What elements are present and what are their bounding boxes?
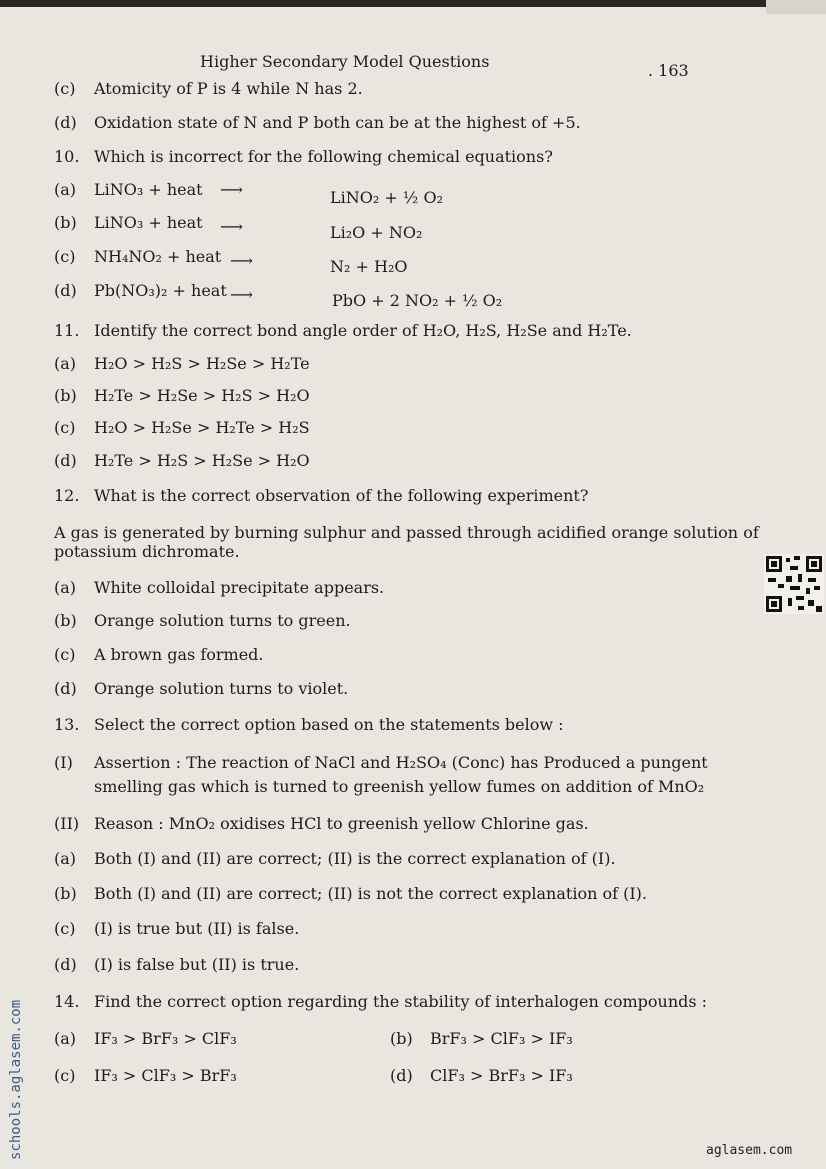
- q12-stem: [54, 486, 588, 506]
- option-label: (b): [54, 213, 77, 232]
- running-header: Higher Secondary Model Questions: [200, 52, 490, 71]
- option-label: (a): [54, 1029, 77, 1048]
- reason-text: Reason : MnO₂ oxidises HCl to greenish yellow Chlorine gas.: [94, 814, 589, 833]
- question-number: 13.: [54, 715, 80, 734]
- q10-option-d: [54, 281, 227, 301]
- question-number: 14.: [54, 992, 80, 1011]
- q10-option-b: [54, 213, 203, 233]
- equation-rhs: LiNO₂ + ½ O₂: [330, 188, 443, 207]
- reaction-arrow: ⟶: [220, 180, 243, 199]
- question-number: 11.: [54, 321, 80, 340]
- q14-option-b: [390, 1029, 573, 1049]
- q11-stem: [54, 321, 632, 341]
- option-label: (c): [54, 919, 76, 938]
- reaction-arrow: ⟶: [220, 217, 243, 236]
- option-label: (d): [54, 113, 77, 132]
- q14-option-c: [54, 1066, 237, 1086]
- q13-stem: [54, 715, 564, 735]
- option-text: H₂O > H₂S > H₂Se > H₂Te: [94, 354, 310, 373]
- option-text: Orange solution turns to green.: [94, 611, 351, 630]
- option-label: (a): [54, 849, 77, 868]
- equation-rhs: N₂ + H₂O: [330, 257, 408, 276]
- option-text: Orange solution turns to violet.: [94, 679, 349, 698]
- question-number: 10.: [54, 147, 80, 166]
- watermark-footer: aglasem.com: [706, 1143, 793, 1158]
- q12-option-d: [54, 679, 348, 699]
- q12-option-a: [54, 578, 384, 598]
- q14-option-a: [54, 1029, 237, 1049]
- option-label: (c): [54, 645, 76, 664]
- option-label: (d): [390, 1066, 413, 1085]
- option-label: (d): [54, 451, 77, 470]
- question-number: 12.: [54, 486, 80, 505]
- q13-option-c: [54, 919, 299, 939]
- q10-stem: [54, 147, 553, 167]
- q13-option-a: [54, 849, 616, 869]
- q13-reason: [54, 814, 589, 834]
- option-label: (c): [54, 79, 76, 98]
- statement-label: (II): [54, 814, 80, 833]
- q9-option-d: [54, 113, 581, 133]
- assertion-text: Assertion : The reaction of NaCl and H₂SO₄ (Conc) has Produced a pungent: [94, 753, 708, 772]
- equation-lhs: NH₄NO₂ + heat: [94, 247, 222, 266]
- q9-option-c: [54, 79, 363, 99]
- option-label: (b): [54, 386, 77, 405]
- option-text: IF₃ > ClF₃ > BrF₃: [94, 1066, 237, 1085]
- option-label: (d): [54, 679, 77, 698]
- option-label: (d): [54, 955, 77, 974]
- equation-lhs: Pb(NO₃)₂ + heat: [94, 281, 227, 300]
- option-text: H₂Te > H₂Se > H₂S > H₂O: [94, 386, 310, 405]
- option-label: (b): [54, 611, 77, 630]
- option-label: (b): [54, 884, 77, 903]
- option-label: (b): [390, 1029, 413, 1048]
- option-label: (a): [54, 354, 77, 373]
- q11-option-a: [54, 354, 310, 374]
- equation-rhs: PbO + 2 NO₂ + ½ O₂: [332, 291, 503, 310]
- option-label: (c): [54, 418, 76, 437]
- option-text: White colloidal precipitate appears.: [94, 578, 385, 597]
- option-text: (I) is false but (II) is true.: [94, 955, 300, 974]
- q12-experiment-line-2: potassium dichromate.: [54, 542, 240, 561]
- option-label: (c): [54, 247, 76, 266]
- q12-option-b: [54, 611, 351, 631]
- q12-option-c: [54, 645, 264, 665]
- option-text: Oxidation state of N and P both can be at the highest of +5.: [94, 113, 581, 132]
- watermark-vertical: schools.aglasem.com: [8, 999, 24, 1160]
- q12-experiment-line-1: A gas is generated by burning sulphur and passed through acidified orange solution of: [54, 523, 759, 542]
- question-text: Identify the correct bond angle order of H₂O, H₂S, H₂Se and H₂Te.: [94, 321, 632, 340]
- page-top-edge: [0, 0, 826, 7]
- equation-rhs: Li₂O + NO₂: [330, 223, 423, 242]
- q11-option-c: [54, 418, 310, 438]
- q14-stem: [54, 992, 707, 1012]
- q13-assertion-continued: smelling gas which is turned to greenish yellow fumes on addition of MnO₂: [94, 777, 705, 796]
- option-text: Atomicity of P is 4 while N has 2.: [94, 79, 363, 98]
- option-text: BrF₃ > ClF₃ > IF₃: [430, 1029, 573, 1048]
- equation-lhs: LiNO₃ + heat: [94, 180, 203, 199]
- option-text: H₂O > H₂Se > H₂Te > H₂S: [94, 418, 310, 437]
- question-text: Select the correct option based on the statements below :: [94, 715, 564, 734]
- qr-code: [764, 554, 824, 614]
- option-text: A brown gas formed.: [94, 645, 264, 664]
- option-label: (a): [54, 180, 77, 199]
- option-text: (I) is true but (II) is false.: [94, 919, 300, 938]
- question-text: Which is incorrect for the following chemical equations?: [94, 147, 553, 166]
- q10-option-a: [54, 180, 203, 200]
- option-text: H₂Te > H₂S > H₂Se > H₂O: [94, 451, 310, 470]
- question-text: What is the correct observation of the following experiment?: [94, 486, 589, 505]
- option-text: ClF₃ > BrF₃ > IF₃: [430, 1066, 573, 1085]
- reaction-arrow: ⟶: [230, 285, 253, 304]
- q14-option-d: [390, 1066, 573, 1086]
- question-text: Find the correct option regarding the stability of interhalogen compounds :: [94, 992, 708, 1011]
- q11-option-d: [54, 451, 310, 471]
- statement-label: (I): [54, 753, 73, 772]
- option-text: IF₃ > BrF₃ > ClF₃: [94, 1029, 237, 1048]
- reaction-arrow: ⟶: [230, 251, 253, 270]
- q13-option-b: [54, 884, 647, 904]
- page-corner: [766, 0, 826, 14]
- option-label: (c): [54, 1066, 76, 1085]
- option-text: Both (I) and (II) are correct; (II) is the correct explanation of (I).: [94, 849, 616, 868]
- page-number: . 163: [648, 61, 689, 80]
- option-label: (d): [54, 281, 77, 300]
- option-label: (a): [54, 578, 77, 597]
- option-text: Both (I) and (II) are correct; (II) is not the correct explanation of (I).: [94, 884, 647, 903]
- q13-assertion: [54, 753, 708, 773]
- equation-lhs: LiNO₃ + heat: [94, 213, 203, 232]
- q11-option-b: [54, 386, 310, 406]
- q10-option-c: [54, 247, 221, 267]
- q13-option-d: [54, 955, 299, 975]
